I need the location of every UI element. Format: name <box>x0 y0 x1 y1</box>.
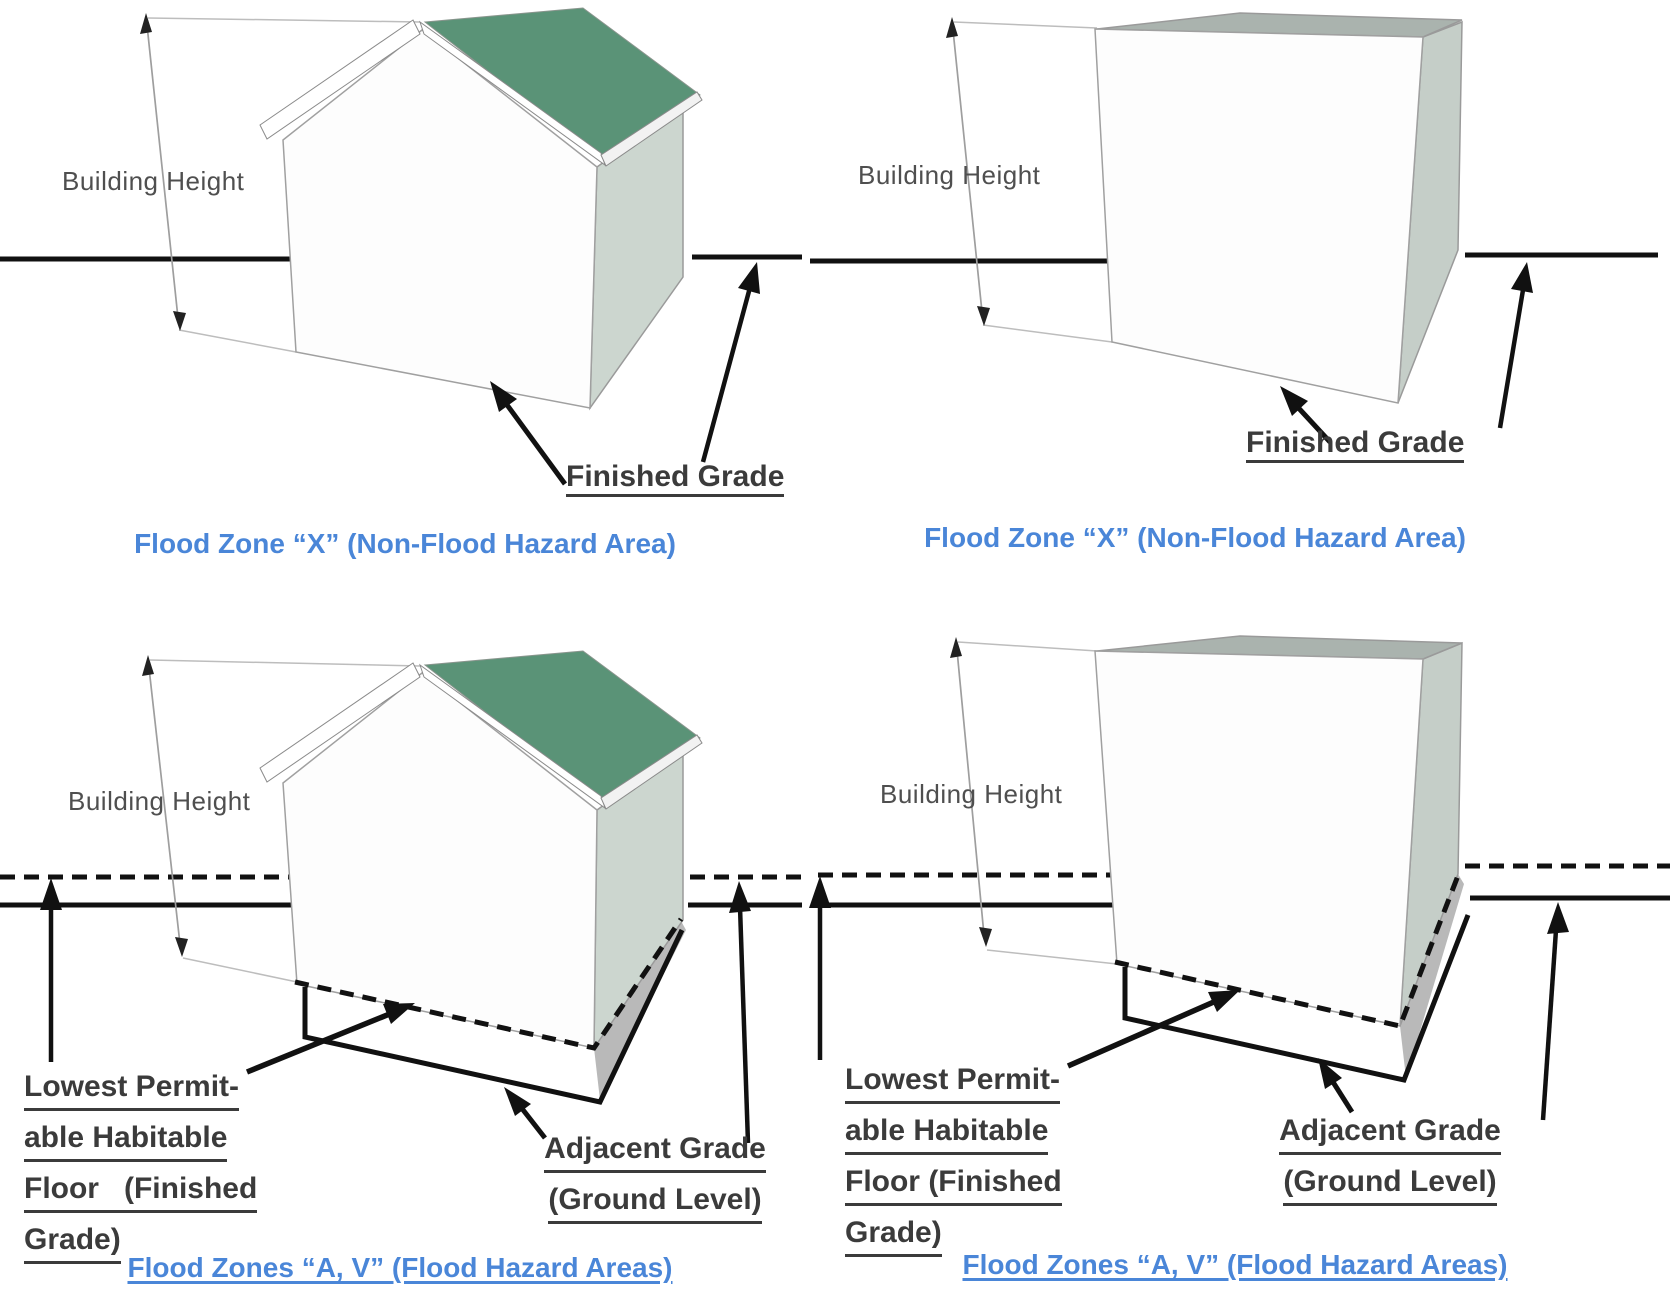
arrow-down-icon <box>175 937 188 957</box>
panel-caption: Flood Zones “A, V” (Flood Hazard Areas) <box>962 1249 1508 1280</box>
arrow-up-icon <box>140 13 152 34</box>
arrow-up-icon <box>946 17 958 38</box>
flat-roof-building-drawing <box>1095 13 1462 403</box>
building-height-label: Building Height <box>62 166 245 196</box>
panel-caption: Flood Zone “X” (Non-Flood Hazard Area) <box>134 528 676 559</box>
arrow-up-icon <box>142 655 154 676</box>
panel-bottom-right <box>809 636 1670 1120</box>
adjacent-grade-label: Adjacent Grade (Ground Level) <box>505 1128 805 1230</box>
building-height-label: Building Height <box>880 779 1063 809</box>
lowest-permittable-floor-label: Lowest Permit- able Habitable Floor (Finished Grade) <box>24 1066 257 1270</box>
arrow-down-icon <box>977 306 990 326</box>
building-height-label: Building Height <box>858 160 1041 190</box>
panel-caption: Flood Zones “A, V” (Flood Hazard Areas) <box>127 1252 673 1283</box>
finished-grade-arrow <box>703 262 760 462</box>
panel-caption: Flood Zone “X” (Non-Flood Hazard Area) <box>924 522 1466 553</box>
lowest-permittable-floor-label: Lowest Permit- able Habitable Floor (Finished Grade) <box>845 1059 1062 1263</box>
panel-top-left <box>0 8 802 484</box>
adjacent-grade-label: Adjacent Grade (Ground Level) <box>1240 1110 1540 1212</box>
finished-grade-label: Finished Grade <box>566 460 784 494</box>
arrow-down-icon <box>979 927 992 947</box>
finished-grade-arrow <box>1500 262 1533 428</box>
gable-house-drawing <box>260 8 702 408</box>
panel-top-right <box>810 13 1658 442</box>
building-height-label: Building Height <box>68 786 251 816</box>
lowest-floor-vertical-arrow <box>809 876 831 1060</box>
arrow-down-icon <box>173 311 186 331</box>
lowest-floor-vertical-arrow <box>40 878 62 1062</box>
ground-level-vertical-arrow <box>729 881 751 1143</box>
finished-grade-label: Finished Grade <box>1246 426 1464 460</box>
arrow-up-icon <box>950 637 962 658</box>
ground-level-vertical-arrow <box>1543 902 1569 1120</box>
